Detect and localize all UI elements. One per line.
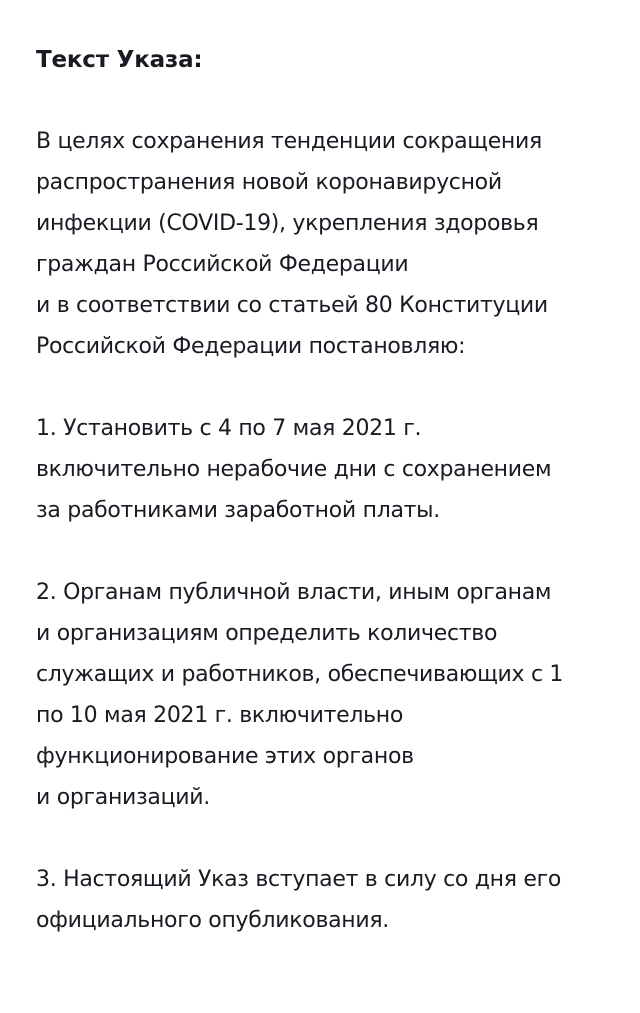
paragraph-line: В целях сохранения тенденции сокращения xyxy=(36,129,542,154)
paragraph-line: функционирование этих органов xyxy=(36,744,414,769)
paragraph-line: включительно нерабочие дни с сохранением xyxy=(36,457,552,482)
preamble-paragraph xyxy=(36,121,626,367)
clause-3-paragraph xyxy=(36,859,626,941)
paragraph-line: и в соответствии со статьей 80 Конституции xyxy=(36,293,548,318)
paragraph-line: 3. Настоящий Указ вступает в силу со дня его xyxy=(36,867,562,892)
clause-2-paragraph xyxy=(36,572,626,818)
paragraph-line: Российской Федерации постановляю: xyxy=(36,334,466,359)
decree-document xyxy=(36,40,626,982)
clause-1-paragraph xyxy=(36,408,626,531)
paragraph-line: за работниками заработной платы. xyxy=(36,498,440,523)
paragraph-line: распространения новой коронавирусной xyxy=(36,170,502,195)
paragraph-line: служащих и работников, обеспечивающих с 1 xyxy=(36,662,564,687)
paragraph-line: по 10 мая 2021 г. включительно xyxy=(36,703,404,728)
paragraph-line: и организаций. xyxy=(36,785,210,810)
paragraph-line: официального опубликования. xyxy=(36,908,389,933)
paragraph-line: граждан Российской Федерации xyxy=(36,252,409,277)
document-heading: Текст Указа: xyxy=(36,47,203,73)
paragraph-line: 2. Органам публичной власти, иным органам xyxy=(36,580,552,605)
paragraph-line: инфекции (COVID-19), укрепления здоровья xyxy=(36,211,539,236)
paragraph-line: и организациям определить количество xyxy=(36,621,498,646)
paragraph-line: 1. Установить с 4 по 7 мая 2021 г. xyxy=(36,416,422,441)
